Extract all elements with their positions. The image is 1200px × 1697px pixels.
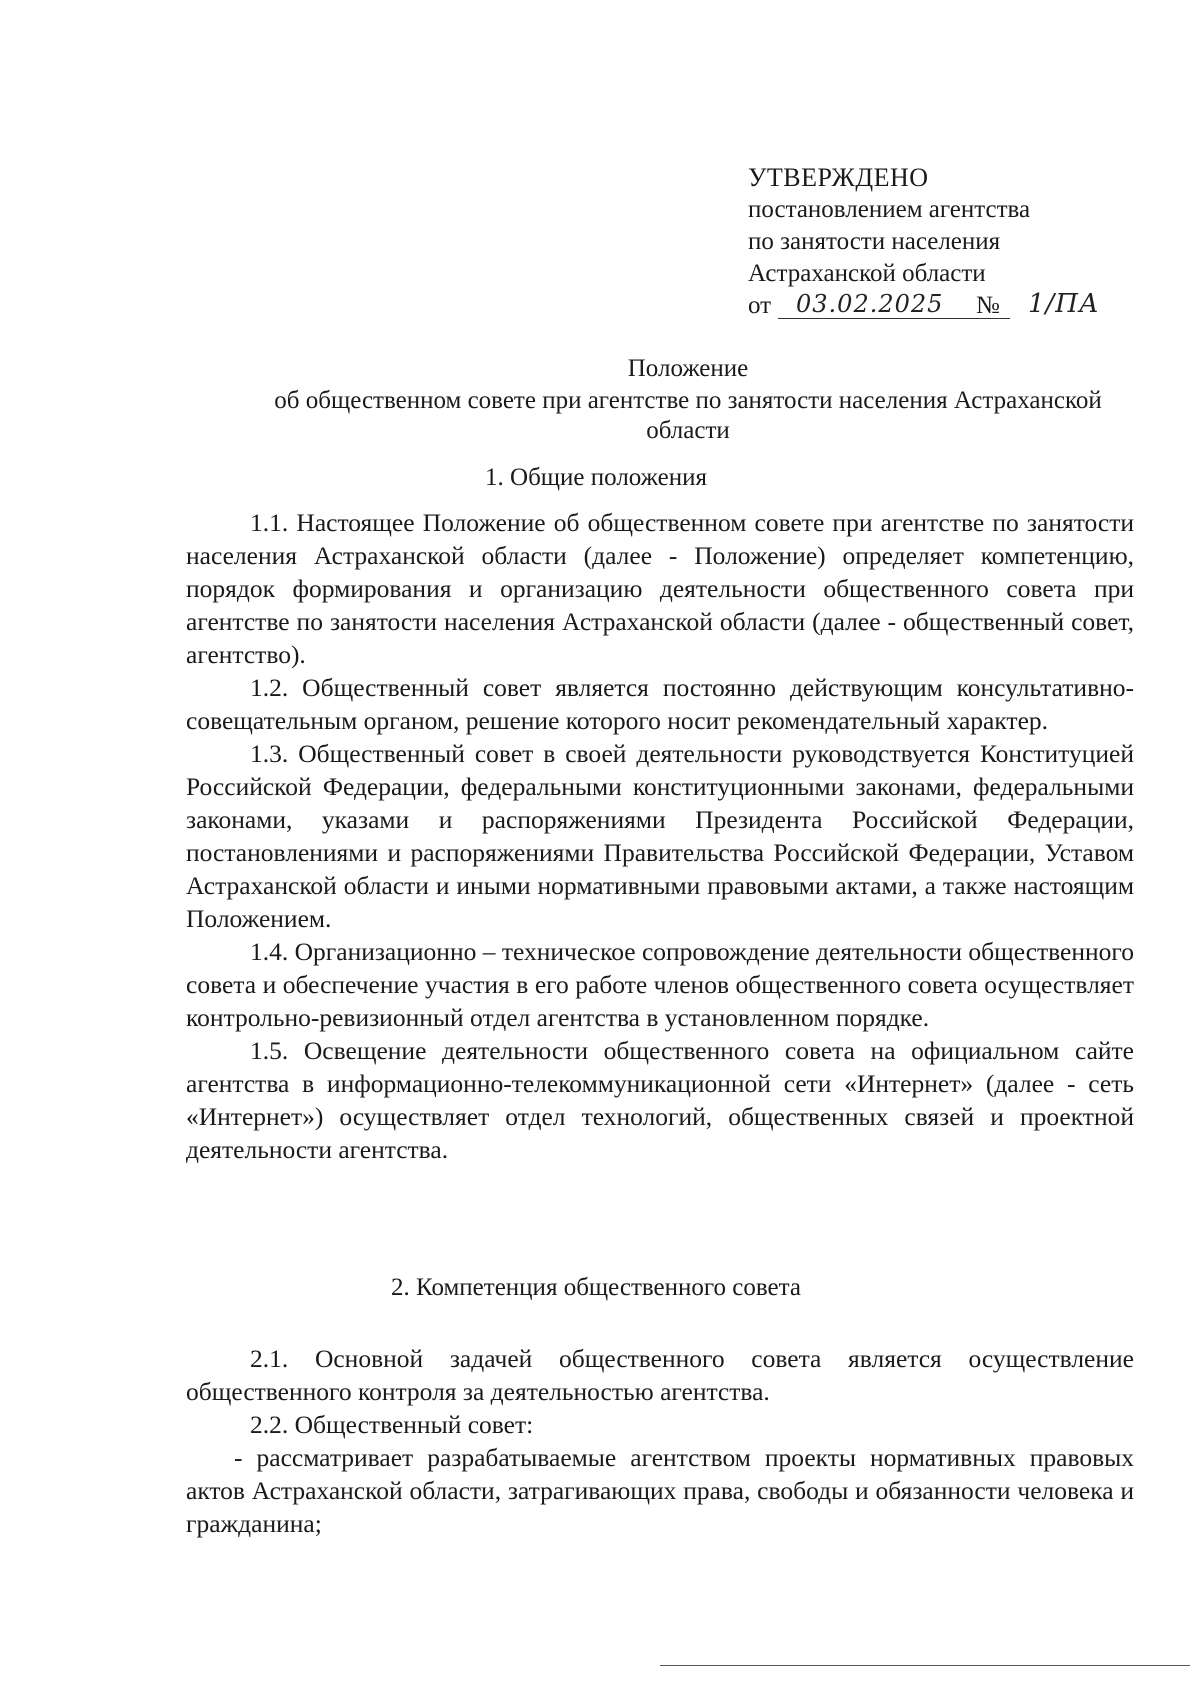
paragraph-1-2: 1.2. Общественный совет является постоянно действующим консультативно-совещательным органом, решение которого носит рекомендательный характер. [186,673,1134,735]
number-value-handwritten: 1/ПА [1028,289,1100,319]
section-1-heading: 1. Общие положения [485,464,707,491]
approval-stamp: УТВЕРЖДЕНО [748,163,929,192]
paragraph-2-2: 2.2. Общественный совет: [250,1410,534,1439]
title-line-1: Положение [627,355,749,382]
approval-line-2: по занятости населения [748,228,1001,255]
approval-block [748,162,1148,324]
paragraph-2-1: 2.1. Основной задачей общественного совета является осуществление общественного контроля за деятельностью агентства. [186,1344,1134,1406]
document-title [260,354,1116,446]
date-prefix: от [748,292,772,319]
approval-line-3: Астраханской области [748,260,986,287]
paragraph-2-2-item-1: - рассматривает разрабатываемые агентством проекты нормативных правовых актов Астраханской области, затрагивающих права, свободы и обязанности человека и гражданина; [186,1443,1134,1538]
approval-date-line [748,290,1148,324]
section-2-heading: 2. Компетенция общественного совета [391,1274,801,1301]
page-bottom-divider [660,1665,1190,1666]
date-value-handwritten: 03.02.2025 [796,290,944,318]
number-sign: № [976,292,1000,319]
section-2-body [186,1342,1134,1540]
paragraph-1-5: 1.5. Освещение деятельности общественного совета на официальном сайте агентства в информационно-телекоммуникационной сети «Интернет» (далее - сеть «Интернет») осуществляет отдел технологий, общественных связей и проектной деятельности агентства. [186,1036,1134,1164]
section-1-body [186,506,1134,1166]
paragraph-1-1: 1.1. Настоящее Положение об общественном совете при агентстве по занятости населения Астраханской области (далее - Положение) определяет компетенцию, порядок формирования и организацию деятельности общественного совета при агентстве по занятости населения Астраханской области (далее - общественный совет, агентство). [186,508,1134,669]
paragraph-1-4: 1.4. Организационно – техническое сопровождение деятельности общественного совета и обеспечение участия в его работе членов общественного совета осуществляет контрольно-ревизионный отдел агентства в установленном порядке. [186,937,1134,1032]
approval-line-1: постановлением агентства [748,196,1031,223]
paragraph-1-3: 1.3. Общественный совет в своей деятельности руководствуется Конституцией Российской Федерации, федеральными конституционными законами, федеральными законами, указами и распоряжениями Президента Российской Федерации, постановлениями и распоряжениями Правительства Российской Федерации, Уставом Астраханской области и иными нормативными правовыми актами, а также настоящим Положением. [186,739,1134,933]
title-line-2: об общественном совете при агентстве по занятости населения Астраханской области [274,387,1102,444]
